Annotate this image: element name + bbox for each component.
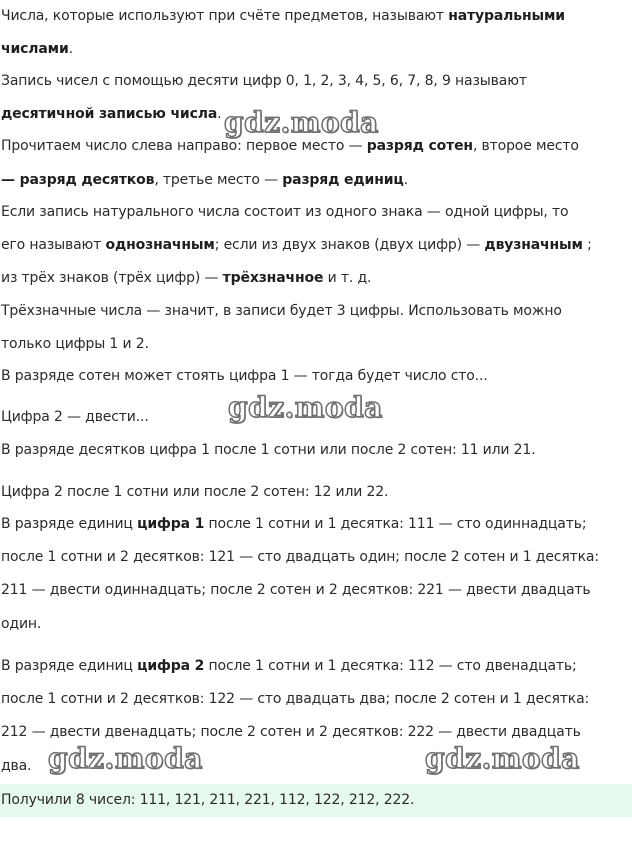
paragraph-three-digit: Трёхзначные числа — значит, в записи будет 3 цифры. Использовать можно [1,303,562,319]
paragraph-digit-places: Прочитаем число слева направо: первое место — разряд сотен, второе место [1,138,579,154]
paragraph-tens-2: Цифра 2 после 1 сотни или после 2 сотен: 12 или 22. [1,484,389,500]
paragraph-hundreds-1: В разряде сотен может стоять цифра 1 — тогда будет число сто... [1,368,488,384]
paragraph-decimal-notation-cont: десятичной записью числа. [1,106,222,122]
watermark-logo: gdz.moda [224,106,379,139]
answer-text: Получили 8 чисел: 111, 121, 211, 221, 112, 122, 212, 222. [1,792,415,808]
paragraph-number-length-cont1: его называют однозначным; если из двух знаков (двух цифр) — двузначным ; [1,237,592,253]
paragraph-decimal-notation: Запись чисел с помощью десяти цифр 0, 1, 2, 3, 4, 5, 6, 7, 8, 9 называют [1,73,527,89]
paragraph-units-2-cont3: два. [1,758,32,774]
paragraph-units-1-cont2: 211 — двести одиннадцать; после 2 сотен и 2 десятков: 221 — двести двадцать [1,582,591,598]
paragraph-natural-numbers: Числа, которые используют при счёте предметов, называют натуральными [1,8,565,24]
paragraph-hundreds-2: Цифра 2 — двести... [1,409,149,425]
paragraph-units-1-cont1: после 1 сотни и 2 десятков: 121 — сто двадцать один; после 2 сотен и 1 десятка: [1,549,599,565]
paragraph-digit-places-cont: — разряд десятков, третье место — разряд единиц. [1,172,408,188]
watermark-logo: gdz.moda [425,742,580,775]
paragraph-units-1-cont3: один. [1,616,42,632]
paragraph-units-2-cont1: после 1 сотни и 2 десятков: 122 — сто двадцать два; после 2 сотен и 1 десятка: [1,691,590,707]
paragraph-units-2-cont2: 212 — двести двенадцать; после 2 сотен и 2 десятков: 222 — двести двадцать [1,724,581,740]
paragraph-three-digit-cont: только цифры 1 и 2. [1,336,149,352]
answer-box [0,784,632,817]
watermark-logo: gdz.moda [228,391,383,424]
paragraph-number-length: Если запись натурального числа состоит из одного знака — одной цифры, то [1,204,569,220]
paragraph-units-1: В разряде единиц цифра 1 после 1 сотни и 1 десятка: 111 — сто одиннадцать; [1,516,587,532]
paragraph-natural-numbers-cont: числами. [1,41,73,57]
paragraph-number-length-cont2: из трёх знаков (трёх цифр) — трёхзначное и т. д. [1,270,372,286]
paragraph-units-2: В разряде единиц цифра 2 после 1 сотни и 1 десятка: 112 — сто двенадцать; [1,658,577,674]
watermark-logo: gdz.moda [48,742,203,775]
paragraph-tens-1: В разряде десятков цифра 1 после 1 сотни или после 2 сотен: 11 или 21. [1,442,536,458]
